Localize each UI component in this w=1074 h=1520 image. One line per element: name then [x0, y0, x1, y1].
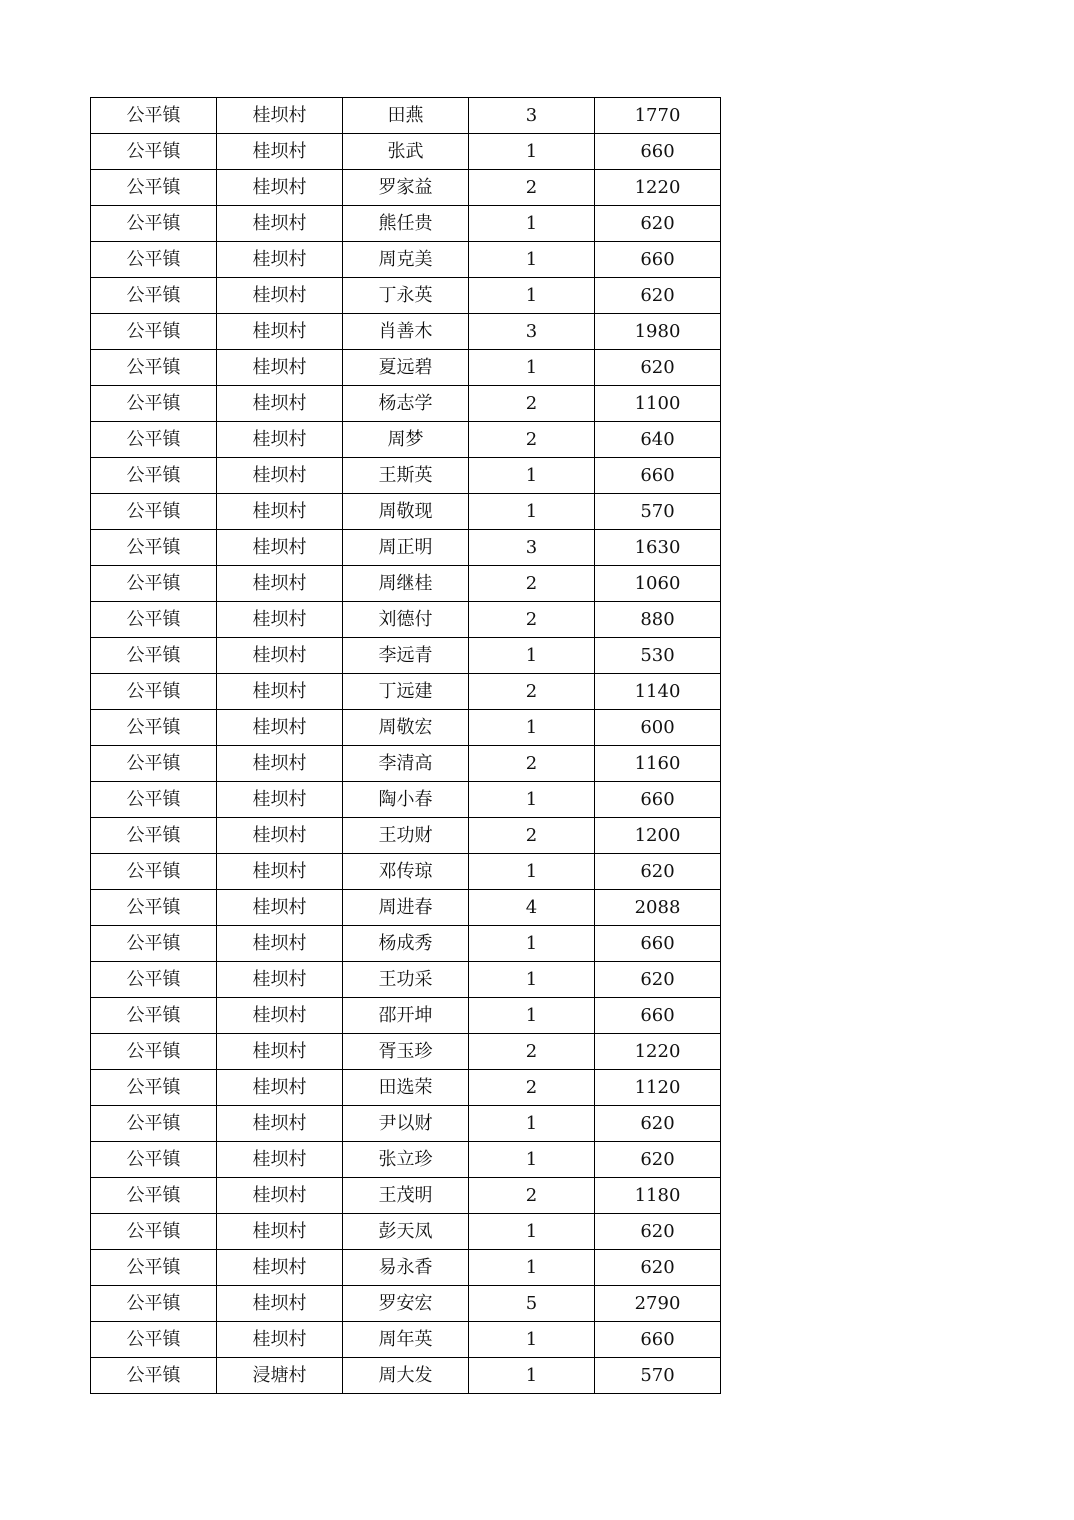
count-cell: 1 [469, 782, 595, 818]
table-row [91, 962, 721, 998]
village-cell: 桂坝村 [217, 890, 343, 926]
count-cell: 2 [469, 1070, 595, 1106]
count-cell: 2 [469, 386, 595, 422]
amount-cell: 660 [595, 782, 721, 818]
amount-cell: 620 [595, 1214, 721, 1250]
town-cell: 公平镇 [91, 1034, 217, 1070]
count-cell: 1 [469, 638, 595, 674]
village-cell: 桂坝村 [217, 962, 343, 998]
count-cell: 2 [469, 746, 595, 782]
name-cell: 李远青 [343, 638, 469, 674]
town-cell: 公平镇 [91, 422, 217, 458]
name-cell: 周敬宏 [343, 710, 469, 746]
amount-cell: 1180 [595, 1178, 721, 1214]
name-cell: 周进春 [343, 890, 469, 926]
amount-cell: 620 [595, 854, 721, 890]
name-cell: 丁远建 [343, 674, 469, 710]
count-cell: 1 [469, 1106, 595, 1142]
table-row [91, 1070, 721, 1106]
village-cell: 桂坝村 [217, 602, 343, 638]
table-row [91, 1250, 721, 1286]
table-row [91, 1106, 721, 1142]
village-cell: 桂坝村 [217, 782, 343, 818]
town-cell: 公平镇 [91, 314, 217, 350]
name-cell: 熊任贵 [343, 206, 469, 242]
village-cell: 桂坝村 [217, 998, 343, 1034]
name-cell: 尹以财 [343, 1106, 469, 1142]
village-cell: 桂坝村 [217, 1178, 343, 1214]
town-cell: 公平镇 [91, 746, 217, 782]
table-row [91, 710, 721, 746]
amount-cell: 1120 [595, 1070, 721, 1106]
town-cell: 公平镇 [91, 602, 217, 638]
name-cell: 丁永英 [343, 278, 469, 314]
count-cell: 1 [469, 710, 595, 746]
village-cell: 桂坝村 [217, 422, 343, 458]
name-cell: 罗安宏 [343, 1286, 469, 1322]
table-row [91, 1214, 721, 1250]
count-cell: 1 [469, 350, 595, 386]
amount-cell: 530 [595, 638, 721, 674]
amount-cell: 620 [595, 206, 721, 242]
amount-cell: 1060 [595, 566, 721, 602]
count-cell: 1 [469, 278, 595, 314]
name-cell: 周克美 [343, 242, 469, 278]
table-row [91, 1178, 721, 1214]
amount-cell: 660 [595, 998, 721, 1034]
amount-cell: 1220 [595, 170, 721, 206]
village-cell: 桂坝村 [217, 134, 343, 170]
name-cell: 周大发 [343, 1358, 469, 1394]
table-row [91, 170, 721, 206]
count-cell: 1 [469, 926, 595, 962]
town-cell: 公平镇 [91, 206, 217, 242]
name-cell: 田选荣 [343, 1070, 469, 1106]
town-cell: 公平镇 [91, 782, 217, 818]
town-cell: 公平镇 [91, 170, 217, 206]
name-cell: 张武 [343, 134, 469, 170]
count-cell: 2 [469, 674, 595, 710]
town-cell: 公平镇 [91, 710, 217, 746]
town-cell: 公平镇 [91, 1214, 217, 1250]
count-cell: 2 [469, 170, 595, 206]
town-cell: 公平镇 [91, 350, 217, 386]
village-cell: 桂坝村 [217, 242, 343, 278]
count-cell: 3 [469, 530, 595, 566]
name-cell: 陶小春 [343, 782, 469, 818]
village-cell: 桂坝村 [217, 746, 343, 782]
name-cell: 肖善木 [343, 314, 469, 350]
name-cell: 田燕 [343, 98, 469, 134]
amount-cell: 1980 [595, 314, 721, 350]
count-cell: 2 [469, 566, 595, 602]
name-cell: 刘德付 [343, 602, 469, 638]
table-body [91, 98, 721, 1394]
town-cell: 公平镇 [91, 530, 217, 566]
village-cell: 桂坝村 [217, 494, 343, 530]
amount-cell: 2088 [595, 890, 721, 926]
count-cell: 1 [469, 206, 595, 242]
name-cell: 王功财 [343, 818, 469, 854]
table-row [91, 818, 721, 854]
name-cell: 李清高 [343, 746, 469, 782]
village-cell: 桂坝村 [217, 1214, 343, 1250]
village-cell: 桂坝村 [217, 206, 343, 242]
village-cell: 浸塘村 [217, 1358, 343, 1394]
name-cell: 周梦 [343, 422, 469, 458]
amount-cell: 660 [595, 134, 721, 170]
count-cell: 2 [469, 818, 595, 854]
table-row [91, 602, 721, 638]
count-cell: 1 [469, 998, 595, 1034]
table-row [91, 530, 721, 566]
name-cell: 邓传琼 [343, 854, 469, 890]
table-row [91, 1286, 721, 1322]
village-cell: 桂坝村 [217, 1322, 343, 1358]
table-row [91, 314, 721, 350]
name-cell: 王茂明 [343, 1178, 469, 1214]
town-cell: 公平镇 [91, 1286, 217, 1322]
village-cell: 桂坝村 [217, 926, 343, 962]
town-cell: 公平镇 [91, 962, 217, 998]
name-cell: 王功采 [343, 962, 469, 998]
village-cell: 桂坝村 [217, 1286, 343, 1322]
count-cell: 2 [469, 422, 595, 458]
town-cell: 公平镇 [91, 818, 217, 854]
amount-cell: 660 [595, 1322, 721, 1358]
village-cell: 桂坝村 [217, 278, 343, 314]
village-cell: 桂坝村 [217, 386, 343, 422]
count-cell: 3 [469, 98, 595, 134]
count-cell: 1 [469, 1322, 595, 1358]
table-row [91, 1358, 721, 1394]
amount-cell: 640 [595, 422, 721, 458]
name-cell: 彭天凤 [343, 1214, 469, 1250]
town-cell: 公平镇 [91, 1178, 217, 1214]
amount-cell: 660 [595, 926, 721, 962]
name-cell: 周继桂 [343, 566, 469, 602]
town-cell: 公平镇 [91, 926, 217, 962]
amount-cell: 880 [595, 602, 721, 638]
amount-cell: 2790 [595, 1286, 721, 1322]
name-cell: 易永香 [343, 1250, 469, 1286]
village-cell: 桂坝村 [217, 1070, 343, 1106]
table-row [91, 782, 721, 818]
amount-cell: 620 [595, 1250, 721, 1286]
amount-cell: 620 [595, 1142, 721, 1178]
town-cell: 公平镇 [91, 566, 217, 602]
table-row [91, 1034, 721, 1070]
village-cell: 桂坝村 [217, 1034, 343, 1070]
town-cell: 公平镇 [91, 890, 217, 926]
amount-cell: 620 [595, 1106, 721, 1142]
table-row [91, 206, 721, 242]
count-cell: 1 [469, 494, 595, 530]
amount-cell: 620 [595, 962, 721, 998]
data-table [90, 97, 721, 1394]
town-cell: 公平镇 [91, 1070, 217, 1106]
count-cell: 1 [469, 1358, 595, 1394]
count-cell: 1 [469, 854, 595, 890]
name-cell: 王斯英 [343, 458, 469, 494]
town-cell: 公平镇 [91, 98, 217, 134]
village-cell: 桂坝村 [217, 710, 343, 746]
town-cell: 公平镇 [91, 134, 217, 170]
table-row [91, 134, 721, 170]
amount-cell: 1630 [595, 530, 721, 566]
town-cell: 公平镇 [91, 1106, 217, 1142]
village-cell: 桂坝村 [217, 98, 343, 134]
amount-cell: 1220 [595, 1034, 721, 1070]
village-cell: 桂坝村 [217, 674, 343, 710]
amount-cell: 660 [595, 458, 721, 494]
town-cell: 公平镇 [91, 242, 217, 278]
count-cell: 2 [469, 602, 595, 638]
table-row [91, 674, 721, 710]
count-cell: 1 [469, 1250, 595, 1286]
count-cell: 2 [469, 1178, 595, 1214]
amount-cell: 620 [595, 350, 721, 386]
amount-cell: 1770 [595, 98, 721, 134]
table-row [91, 422, 721, 458]
table-row [91, 746, 721, 782]
town-cell: 公平镇 [91, 674, 217, 710]
name-cell: 胥玉珍 [343, 1034, 469, 1070]
name-cell: 周年英 [343, 1322, 469, 1358]
table-row [91, 278, 721, 314]
village-cell: 桂坝村 [217, 854, 343, 890]
count-cell: 1 [469, 1214, 595, 1250]
town-cell: 公平镇 [91, 998, 217, 1034]
name-cell: 周敬现 [343, 494, 469, 530]
village-cell: 桂坝村 [217, 530, 343, 566]
amount-cell: 1100 [595, 386, 721, 422]
name-cell: 周正明 [343, 530, 469, 566]
table-row [91, 1142, 721, 1178]
village-cell: 桂坝村 [217, 170, 343, 206]
village-cell: 桂坝村 [217, 350, 343, 386]
count-cell: 1 [469, 134, 595, 170]
count-cell: 1 [469, 962, 595, 998]
town-cell: 公平镇 [91, 386, 217, 422]
village-cell: 桂坝村 [217, 1106, 343, 1142]
town-cell: 公平镇 [91, 1250, 217, 1286]
amount-cell: 570 [595, 1358, 721, 1394]
town-cell: 公平镇 [91, 638, 217, 674]
table-row [91, 242, 721, 278]
town-cell: 公平镇 [91, 1322, 217, 1358]
town-cell: 公平镇 [91, 494, 217, 530]
amount-cell: 620 [595, 278, 721, 314]
table-row [91, 566, 721, 602]
table-row [91, 494, 721, 530]
name-cell: 杨成秀 [343, 926, 469, 962]
town-cell: 公平镇 [91, 458, 217, 494]
village-cell: 桂坝村 [217, 1142, 343, 1178]
name-cell: 杨志学 [343, 386, 469, 422]
town-cell: 公平镇 [91, 854, 217, 890]
table-row [91, 998, 721, 1034]
table-row [91, 1322, 721, 1358]
amount-cell: 1200 [595, 818, 721, 854]
name-cell: 邵开坤 [343, 998, 469, 1034]
town-cell: 公平镇 [91, 1142, 217, 1178]
amount-cell: 600 [595, 710, 721, 746]
table-row [91, 350, 721, 386]
town-cell: 公平镇 [91, 1358, 217, 1394]
name-cell: 夏远碧 [343, 350, 469, 386]
count-cell: 3 [469, 314, 595, 350]
table-row [91, 926, 721, 962]
village-cell: 桂坝村 [217, 458, 343, 494]
table-row [91, 386, 721, 422]
table-row [91, 98, 721, 134]
village-cell: 桂坝村 [217, 818, 343, 854]
amount-cell: 1160 [595, 746, 721, 782]
count-cell: 4 [469, 890, 595, 926]
count-cell: 2 [469, 1034, 595, 1070]
village-cell: 桂坝村 [217, 1250, 343, 1286]
town-cell: 公平镇 [91, 278, 217, 314]
village-cell: 桂坝村 [217, 314, 343, 350]
count-cell: 1 [469, 242, 595, 278]
village-cell: 桂坝村 [217, 566, 343, 602]
count-cell: 1 [469, 458, 595, 494]
name-cell: 罗家益 [343, 170, 469, 206]
count-cell: 5 [469, 1286, 595, 1322]
amount-cell: 1140 [595, 674, 721, 710]
amount-cell: 660 [595, 242, 721, 278]
table-row [91, 638, 721, 674]
village-cell: 桂坝村 [217, 638, 343, 674]
table-row [91, 890, 721, 926]
table-row [91, 458, 721, 494]
count-cell: 1 [469, 1142, 595, 1178]
name-cell: 张立珍 [343, 1142, 469, 1178]
table-row [91, 854, 721, 890]
amount-cell: 570 [595, 494, 721, 530]
